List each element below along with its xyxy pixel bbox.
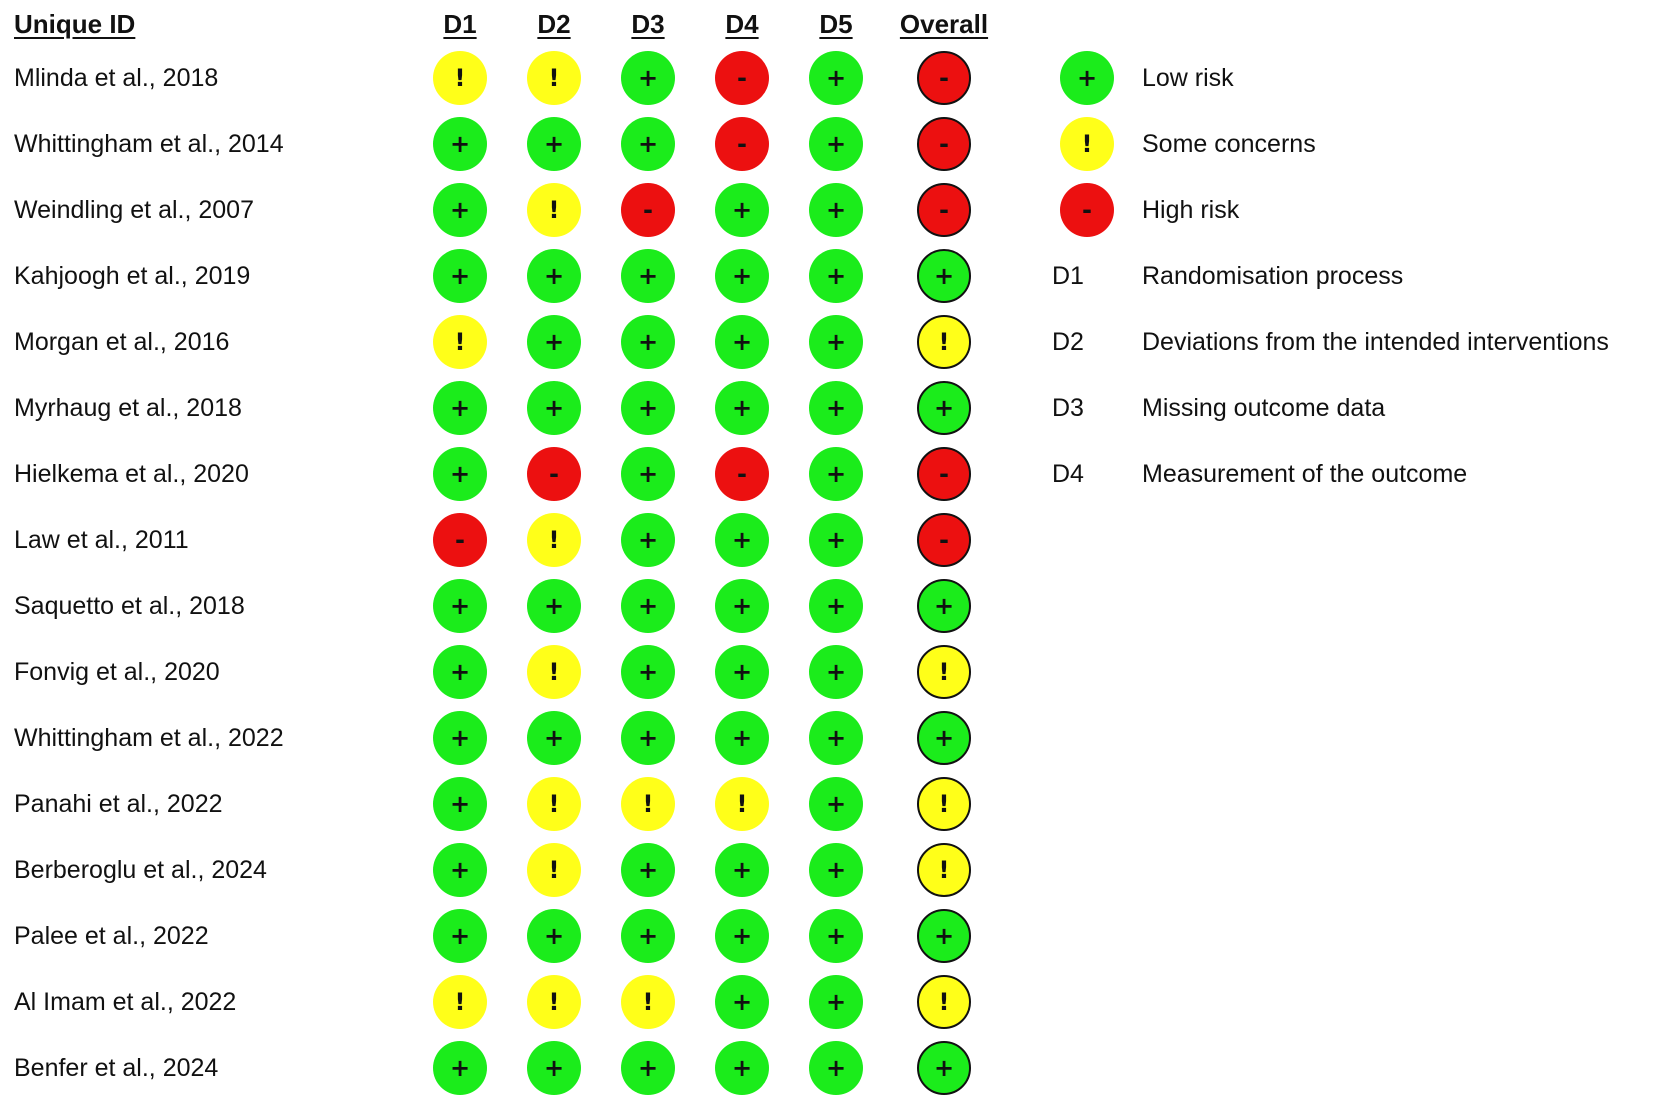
judgement-low-d5: + [809, 645, 863, 699]
legend-low-label: Low risk [1142, 64, 1234, 92]
judgement-low-d5: + [809, 183, 863, 237]
header-overall: Overall [899, 9, 989, 39]
judgement-high-overall: - [917, 117, 971, 171]
header-d4: D4 [725, 9, 759, 39]
judgement-low-d4: + [715, 645, 769, 699]
judgement-some-d2: ! [527, 975, 581, 1029]
study-label: Hielkema et al., 2020 [14, 460, 249, 488]
judgement-low-d5: + [809, 249, 863, 303]
judgement-low-d4: + [715, 579, 769, 633]
judgement-low-d5: + [809, 579, 863, 633]
judgement-some-overall: ! [917, 843, 971, 897]
judgement-some-d1: ! [433, 975, 487, 1029]
judgement-low-d1: + [433, 909, 487, 963]
study-label: Whittingham et al., 2014 [14, 130, 284, 158]
judgement-some-d4: ! [715, 777, 769, 831]
study-label: Whittingham et al., 2022 [14, 724, 284, 752]
judgement-some-overall: ! [917, 315, 971, 369]
judgement-low-d5: + [809, 447, 863, 501]
judgement-low-d4: + [715, 381, 769, 435]
legend-domain-label: Randomisation process [1142, 262, 1404, 290]
judgement-low-d4: + [715, 1041, 769, 1095]
judgement-low-d3: + [621, 909, 675, 963]
judgement-low-d3: + [621, 117, 675, 171]
study-label: Palee et al., 2022 [14, 922, 209, 950]
judgement-low-d4: + [715, 513, 769, 567]
judgement-low-d5: + [809, 711, 863, 765]
study-label: Law et al., 2011 [14, 526, 189, 554]
judgement-high-overall: - [917, 183, 971, 237]
judgement-some-overall: ! [917, 975, 971, 1029]
judgement-low-d1: + [433, 117, 487, 171]
judgement-low-d5: + [809, 909, 863, 963]
judgement-low-d5: + [809, 777, 863, 831]
judgement-low-d1: + [433, 843, 487, 897]
judgement-low-d5: + [809, 1041, 863, 1095]
legend-domain-label: Missing outcome data [1142, 394, 1386, 422]
study-label: Mlinda et al., 2018 [14, 64, 219, 92]
judgement-low-d2: + [527, 117, 581, 171]
judgement-some-d3: ! [621, 975, 675, 1029]
judgement-low-overall: + [917, 711, 971, 765]
judgement-low-d1: + [433, 1041, 487, 1095]
legend-domain-code: D2 [1052, 328, 1084, 356]
study-label: Saquetto et al., 2018 [14, 592, 245, 620]
legend-some-label: Some concerns [1142, 130, 1316, 158]
judgement-high-overall: - [917, 51, 971, 105]
judgement-low-overall: + [917, 909, 971, 963]
judgement-low-d3: + [621, 1041, 675, 1095]
header-d3: D3 [631, 9, 665, 39]
judgement-high-d4: - [715, 447, 769, 501]
judgement-low-d3: + [621, 51, 675, 105]
judgement-low-d4: + [715, 711, 769, 765]
legend-low-symbol: + [1060, 51, 1114, 105]
judgement-low-d4: + [715, 843, 769, 897]
judgement-low-d3: + [621, 381, 675, 435]
judgement-low-d3: + [621, 513, 675, 567]
judgement-low-d3: + [621, 645, 675, 699]
judgement-high-overall: - [917, 513, 971, 567]
judgement-some-d2: ! [527, 513, 581, 567]
judgement-low-d3: + [621, 711, 675, 765]
judgement-low-d2: + [527, 909, 581, 963]
judgement-low-d1: + [433, 381, 487, 435]
study-label: Morgan et al., 2016 [14, 328, 230, 356]
judgement-low-d4: + [715, 249, 769, 303]
judgement-low-d5: + [809, 51, 863, 105]
study-label: Benfer et al., 2024 [14, 1054, 219, 1082]
judgement-low-d1: + [433, 579, 487, 633]
judgement-low-d2: + [527, 1041, 581, 1095]
judgement-low-d2: + [527, 579, 581, 633]
judgement-high-d3: - [621, 183, 675, 237]
judgement-some-d2: ! [527, 51, 581, 105]
judgement-low-overall: + [917, 249, 971, 303]
judgement-low-d2: + [527, 711, 581, 765]
judgement-low-overall: + [917, 579, 971, 633]
header-d2: D2 [537, 9, 571, 39]
study-label: Myrhaug et al., 2018 [14, 394, 242, 422]
judgement-some-d3: ! [621, 777, 675, 831]
judgement-low-d4: + [715, 975, 769, 1029]
legend-high-label: High risk [1142, 196, 1240, 224]
judgement-some-d1: ! [433, 315, 487, 369]
judgement-high-d4: - [715, 51, 769, 105]
judgement-some-overall: ! [917, 645, 971, 699]
judgement-low-d1: + [433, 249, 487, 303]
header-d5: D5 [819, 9, 853, 39]
legend-domain-code: D1 [1052, 262, 1084, 290]
legend-some-symbol: ! [1060, 117, 1114, 171]
study-label: Weindling et al., 2007 [14, 196, 254, 224]
legend-domain-label: Deviations from the intended interventions [1142, 328, 1609, 356]
judgement-low-d1: + [433, 777, 487, 831]
judgement-low-d4: + [715, 183, 769, 237]
study-label: Berberoglu et al., 2024 [14, 856, 267, 884]
judgement-low-d4: + [715, 909, 769, 963]
judgement-some-d2: ! [527, 777, 581, 831]
judgement-low-d1: + [433, 183, 487, 237]
header-unique-id: Unique ID [14, 9, 136, 39]
study-label: Panahi et al., 2022 [14, 790, 223, 818]
judgement-low-d1: + [433, 447, 487, 501]
judgement-low-d5: + [809, 975, 863, 1029]
judgement-low-d1: + [433, 645, 487, 699]
study-label: Al Imam et al., 2022 [14, 988, 237, 1016]
legend-domain-label: Measurement of the outcome [1142, 460, 1468, 488]
judgement-low-overall: + [917, 1041, 971, 1095]
judgement-low-d3: + [621, 447, 675, 501]
judgement-some-d2: ! [527, 843, 581, 897]
judgement-low-overall: + [917, 381, 971, 435]
study-label: Kahjoogh et al., 2019 [14, 262, 251, 290]
legend-high-symbol: - [1060, 183, 1114, 237]
judgement-low-d1: + [433, 711, 487, 765]
judgement-low-d5: + [809, 315, 863, 369]
judgement-high-d2: - [527, 447, 581, 501]
judgement-high-d4: - [715, 117, 769, 171]
judgement-low-d3: + [621, 315, 675, 369]
header-d1: D1 [443, 9, 477, 39]
judgement-low-d5: + [809, 843, 863, 897]
judgement-some-overall: ! [917, 777, 971, 831]
judgement-some-d1: ! [433, 51, 487, 105]
legend-domain-code: D3 [1052, 394, 1084, 422]
judgement-low-d5: + [809, 117, 863, 171]
judgement-some-d2: ! [527, 183, 581, 237]
judgement-high-overall: - [917, 447, 971, 501]
judgement-low-d5: + [809, 513, 863, 567]
legend-domain-code: D4 [1052, 460, 1084, 488]
judgement-high-d1: - [433, 513, 487, 567]
judgement-low-d2: + [527, 249, 581, 303]
judgement-some-d2: ! [527, 645, 581, 699]
judgement-low-d2: + [527, 315, 581, 369]
judgement-low-d5: + [809, 381, 863, 435]
judgement-low-d3: + [621, 579, 675, 633]
study-label: Fonvig et al., 2020 [14, 658, 220, 686]
judgement-low-d3: + [621, 249, 675, 303]
judgement-low-d2: + [527, 381, 581, 435]
judgement-low-d3: + [621, 843, 675, 897]
judgement-low-d4: + [715, 315, 769, 369]
